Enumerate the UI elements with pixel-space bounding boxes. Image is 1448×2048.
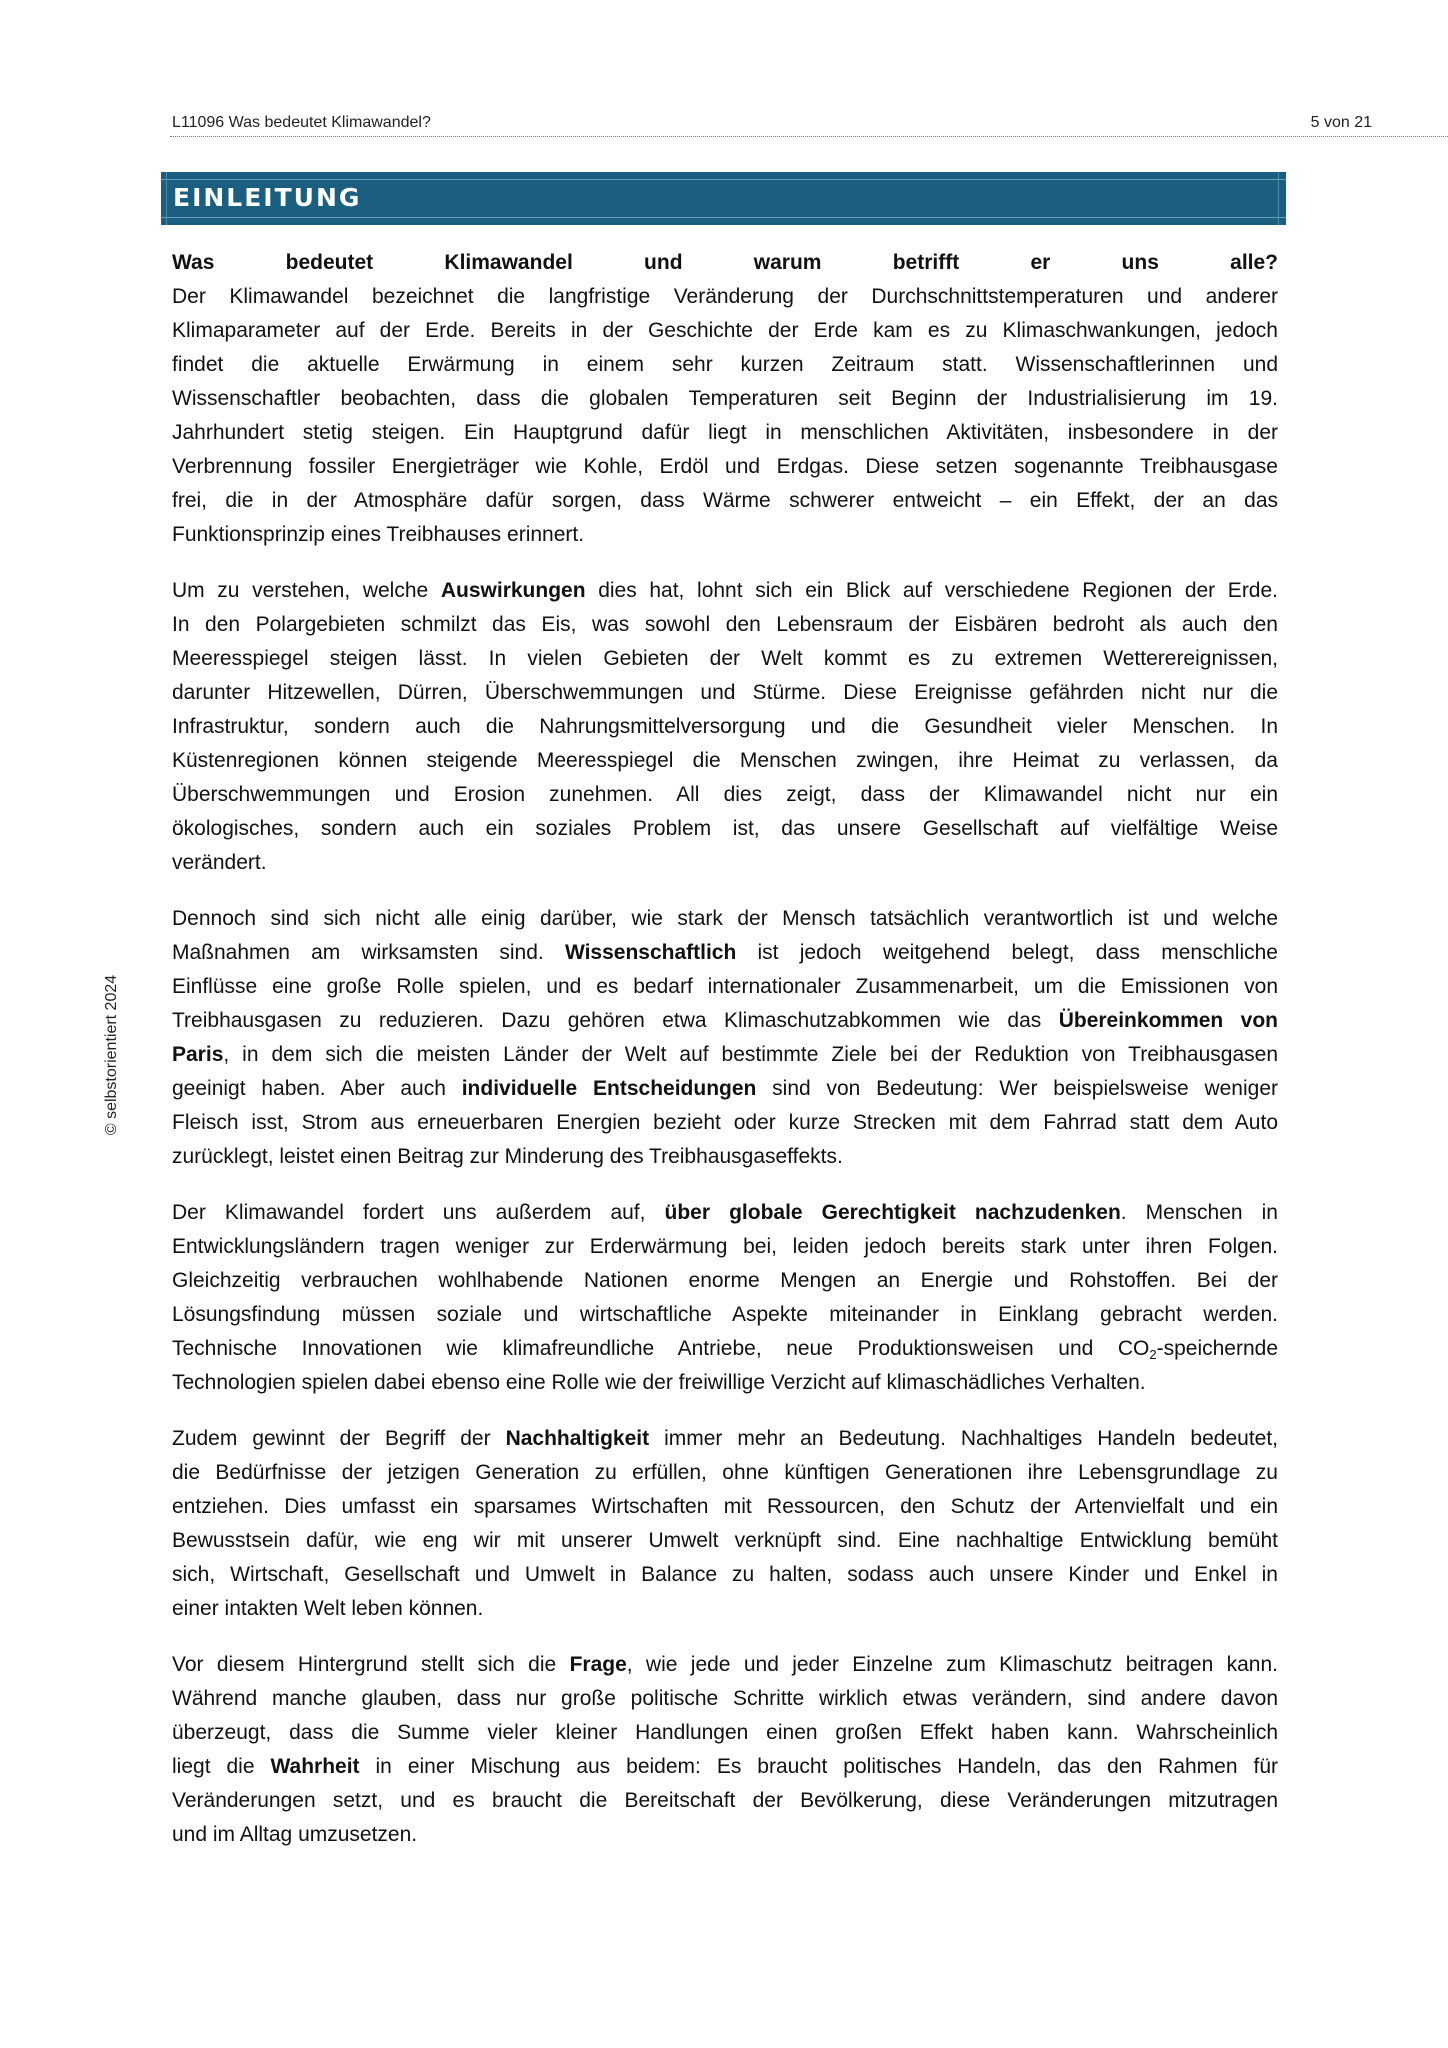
text-run: Wissenschaftler beobachten, dass die globalen Temperaturen seit Beginn der Industrialisierung im 19.	[172, 387, 1278, 410]
text-line	[172, 936, 1278, 970]
text-run: In den Polargebieten schmilzt das Eis, was sowohl den Lebensraum der Eisbären bedroht als auch den	[172, 613, 1278, 636]
text-line	[172, 1592, 1278, 1626]
text-run: Klimaparameter auf der Erde. Bereits in der Geschichte der Erde kam es zu Klimaschwankungen, jedoch	[172, 319, 1278, 342]
text-run: überzeugt, dass die Summe vieler kleiner Handlungen einen großen Effekt haben kann. Wahrscheinlich	[172, 1721, 1278, 1744]
text-line	[172, 608, 1278, 642]
emphasis-text: Wissenschaftlich	[564, 941, 737, 964]
text-run: ist jedoch weitgehend belegt, dass menschliche	[736, 941, 1278, 964]
text-line	[172, 902, 1278, 936]
banner-inner-rule	[166, 172, 167, 225]
text-run: . Menschen in	[1120, 1201, 1278, 1224]
text-run: Technologien spielen dabei ebenso eine Rolle wie der freiwillige Verzicht auf klimaschädliches Verhalten.	[172, 1371, 1146, 1394]
emphasis-text: Auswirkungen	[440, 579, 586, 602]
text-run: Veränderungen setzt, und es braucht die Bereitschaft der Bevölkerung, diese Veränderungen mitzutragen	[172, 1789, 1278, 1812]
header-divider	[170, 136, 1448, 137]
emphasis-text: Wahrheit	[270, 1755, 360, 1778]
text-run: Entwicklungsländern tragen weniger zur Erderwärmung bei, leiden jedoch bereits stark unter ihren Folgen.	[172, 1235, 1278, 1258]
emphasis-text: Paris	[172, 1043, 224, 1066]
text-run: sind von Bedeutung: Wer beispielsweise weniger	[756, 1077, 1278, 1100]
text-run: , in dem sich die meisten Länder der Welt auf bestimmte Ziele bei der Reduktion von Treibhausgasen	[223, 1043, 1278, 1066]
text-line	[172, 1524, 1278, 1558]
text-line	[172, 314, 1278, 348]
text-run: geeinigt haben. Aber auch	[172, 1077, 462, 1100]
text-run: Lösungsfindung müssen soziale und wirtschaftliche Aspekte miteinander in Einklang gebracht werden.	[172, 1303, 1278, 1326]
text-line	[172, 484, 1278, 518]
text-line	[172, 778, 1278, 812]
text-line	[172, 1140, 1278, 1174]
emphasis-text: Was bedeutet Klimawandel und warum betrifft er uns alle?	[172, 251, 1278, 274]
emphasis-text: Frage	[569, 1653, 627, 1676]
text-line	[172, 642, 1278, 676]
document-title: L11096 Was bedeutet Klimawandel?	[172, 114, 431, 131]
text-run: findet die aktuelle Erwärmung in einem sehr kurzen Zeitraum statt. Wissenschaftlerinnen und	[172, 353, 1278, 376]
text-run: , wie jede und jeder Einzelne zum Klimaschutz beitragen kann.	[626, 1653, 1278, 1676]
text-line	[172, 1004, 1278, 1038]
paragraph	[172, 1196, 1278, 1400]
text-line	[172, 1716, 1278, 1750]
paragraph	[172, 1422, 1278, 1626]
text-line	[172, 1106, 1278, 1140]
text-run: -speichernde	[1156, 1337, 1278, 1360]
paragraph	[172, 246, 1278, 552]
section-banner	[161, 172, 1286, 225]
text-line	[172, 1196, 1278, 1230]
emphasis-text: individuelle Entscheidungen	[461, 1077, 757, 1100]
text-run: Küstenregionen können steigende Meeresspiegel die Menschen zwingen, ihre Heimat zu verlassen, da	[172, 749, 1278, 772]
text-line	[172, 1558, 1278, 1592]
text-line	[172, 574, 1278, 608]
text-line	[172, 246, 1278, 280]
text-line	[172, 1682, 1278, 1716]
text-run: einer intakten Welt leben können.	[172, 1597, 484, 1620]
paragraph	[172, 574, 1278, 880]
text-run: Vor diesem Hintergrund stellt sich die	[172, 1653, 570, 1676]
text-line	[172, 1298, 1278, 1332]
text-run: Zudem gewinnt der Begriff der	[172, 1427, 506, 1450]
text-run: frei, die in der Atmosphäre dafür sorgen, dass Wärme schwerer entweicht – ein Effekt, der an das	[172, 489, 1278, 512]
text-line	[172, 676, 1278, 710]
page-indicator: 5 von 21	[1310, 114, 1372, 131]
banner-inner-rule	[161, 217, 1286, 218]
paragraph	[172, 902, 1278, 1174]
text-line	[172, 518, 1278, 552]
text-run: Technische Innovationen wie klimafreundliche Antriebe, neue Produktionsweisen und CO	[172, 1337, 1150, 1360]
text-run: entziehen. Dies umfasst ein sparsames Wirtschaften mit Ressourcen, den Schutz der Artenvielfalt und ein	[172, 1495, 1278, 1518]
text-run: Verbrennung fossiler Energieträger wie Kohle, Erdöl und Erdgas. Diese setzen sogenannte Treibhausgase	[172, 455, 1278, 478]
text-line	[172, 846, 1278, 880]
text-run: Maßnahmen am wirksamsten sind.	[172, 941, 565, 964]
text-line	[172, 280, 1278, 314]
copyright-note: © selbstorientiert 2024	[103, 974, 120, 1136]
text-line	[172, 970, 1278, 1004]
text-line	[172, 1648, 1278, 1682]
text-run: dies hat, lohnt sich ein Blick auf verschiedene Regionen der Erde.	[585, 579, 1279, 602]
text-line	[172, 382, 1278, 416]
text-run: Treibhausgasen zu reduzieren. Dazu gehören etwa Klimaschutzabkommen wie das	[172, 1009, 1059, 1032]
text-run: zurücklegt, leistet einen Beitrag zur Minderung des Treibhausgaseffekts.	[172, 1145, 843, 1168]
emphasis-text: Nachhaltigkeit	[505, 1427, 650, 1450]
text-run: verändert.	[172, 851, 267, 874]
text-run: in einer Mischung aus beidem: Es braucht politisches Handeln, das den Rahmen für	[359, 1755, 1278, 1778]
text-line	[172, 1818, 1278, 1852]
text-run: liegt die	[172, 1755, 271, 1778]
section-heading: EINLEITUNG	[173, 183, 362, 212]
text-line	[172, 1264, 1278, 1298]
text-run: Jahrhundert stetig steigen. Ein Hauptgrund dafür liegt in menschlichen Aktivitäten, insbesondere in der	[172, 421, 1278, 444]
text-line	[172, 1038, 1278, 1072]
subscript-text: 2	[1149, 1347, 1157, 1362]
body-text	[172, 246, 1278, 1874]
text-line	[172, 1750, 1278, 1784]
text-run: Der Klimawandel fordert uns außerdem auf,	[172, 1201, 665, 1224]
text-line	[172, 1784, 1278, 1818]
text-line	[172, 1422, 1278, 1456]
text-run: Dennoch sind sich nicht alle einig darüber, wie stark der Mensch tatsächlich verantwortlich ist und welche	[172, 907, 1278, 930]
text-run: ökologisches, sondern auch ein soziales Problem ist, das unsere Gesellschaft auf vielfältige Weise	[172, 817, 1278, 840]
text-run: sich, Wirtschaft, Gesellschaft und Umwelt in Balance zu halten, sodass auch unsere Kinder und Enkel in	[172, 1563, 1278, 1586]
text-line	[172, 1366, 1278, 1400]
text-run: Überschwemmungen und Erosion zunehmen. All dies zeigt, dass der Klimawandel nicht nur ein	[172, 783, 1278, 806]
text-line	[172, 1456, 1278, 1490]
text-run: und im Alltag umzusetzen.	[172, 1823, 418, 1846]
emphasis-text: über globale Gerechtigkeit nachzudenken	[664, 1201, 1121, 1224]
text-line	[172, 812, 1278, 846]
text-run: Bewusstsein dafür, wie eng wir mit unserer Umwelt verknüpft sind. Eine nachhaltige Entwicklung bemüht	[172, 1529, 1278, 1552]
text-run: Funktionsprinzip eines Treibhauses erinnert.	[172, 523, 585, 546]
text-line	[172, 1332, 1278, 1366]
text-run: Fleisch isst, Strom aus erneuerbaren Energien bezieht oder kurze Strecken mit dem Fahrrad statt dem Auto	[172, 1111, 1278, 1134]
text-run: Um zu verstehen, welche	[172, 579, 441, 602]
text-run: Während manche glauben, dass nur große politische Schritte wirklich etwas verändern, sind andere davon	[172, 1687, 1278, 1710]
text-run: Einflüsse eine große Rolle spielen, und es bedarf internationaler Zusammenarbeit, um die Emissionen von	[172, 975, 1278, 998]
banner-inner-rule	[161, 179, 1286, 180]
emphasis-text: Übereinkommen von	[1058, 1009, 1278, 1032]
text-run: darunter Hitzewellen, Dürren, Überschwemmungen und Stürme. Diese Ereignisse gefährden nicht nur die	[172, 681, 1278, 704]
text-run: die Bedürfnisse der jetzigen Generation zu erfüllen, ohne künftigen Generationen ihre Lebensgrundlage zu	[172, 1461, 1278, 1484]
text-run: Der Klimawandel bezeichnet die langfristige Veränderung der Durchschnittstemperaturen und anderer	[172, 285, 1278, 308]
text-line	[172, 450, 1278, 484]
banner-inner-rule	[1278, 172, 1279, 225]
text-line	[172, 1490, 1278, 1524]
text-line	[172, 348, 1278, 382]
text-line	[172, 416, 1278, 450]
text-run: Gleichzeitig verbrauchen wohlhabende Nationen enorme Mengen an Energie und Rohstoffen. Bei der	[172, 1269, 1278, 1292]
text-line	[172, 1072, 1278, 1106]
text-run: immer mehr an Bedeutung. Nachhaltiges Handeln bedeutet,	[649, 1427, 1278, 1450]
text-line	[172, 744, 1278, 778]
text-line	[172, 710, 1278, 744]
text-run: Meeresspiegel steigen lässt. In vielen Gebieten der Welt kommt es zu extremen Wetterereignissen,	[172, 647, 1278, 670]
paragraph	[172, 1648, 1278, 1852]
text-line	[172, 1230, 1278, 1264]
text-run: Infrastruktur, sondern auch die Nahrungsmittelversorgung und die Gesundheit vieler Menschen. In	[172, 715, 1278, 738]
